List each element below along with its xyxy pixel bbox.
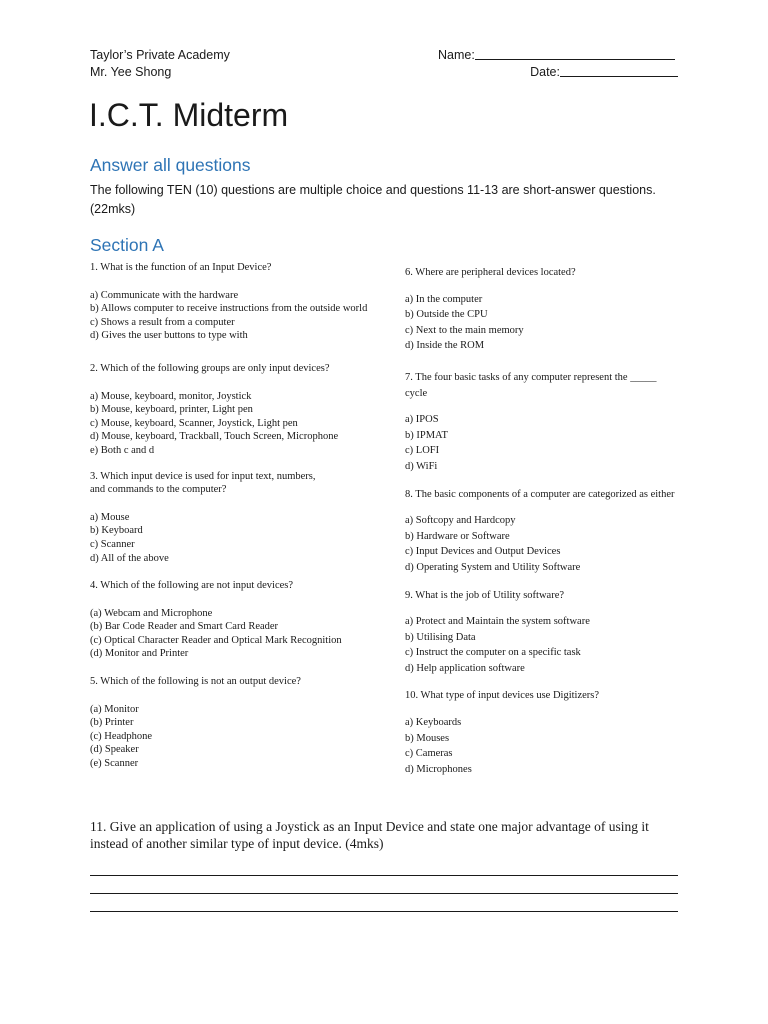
- question-stem: 9. What is the job of Utility software?: [405, 589, 565, 601]
- option: b) IPMAT: [405, 429, 448, 441]
- question-stem: 8. The basic components of a computer are categorized as either: [405, 488, 675, 500]
- option: d) Mouse, keyboard, Trackball, Touch Screen, Microphone: [90, 431, 339, 443]
- question-9: [405, 588, 705, 677]
- option: c) Mouse, keyboard, Scanner, Joystick, Light pen: [90, 417, 298, 429]
- option-list: [405, 715, 705, 777]
- option: c) Input Devices and Output Devices: [405, 546, 561, 558]
- question-stem: 2. Which of the following groups are only input devices?: [90, 362, 330, 374]
- option: a) Softcopy and Hardcopy: [405, 515, 516, 527]
- option: b) Allows computer to receive instructions from the outside world: [90, 303, 368, 315]
- option-list: [405, 614, 705, 676]
- question-7: [405, 370, 705, 475]
- option: c) Shows a result from a computer: [90, 316, 235, 328]
- option-list: [405, 292, 705, 354]
- option: a) Mouse: [90, 511, 130, 523]
- option-list: [90, 390, 396, 458]
- option: (b) Bar Code Reader and Smart Card Reader: [90, 621, 279, 633]
- option: (d) Monitor and Printer: [90, 648, 189, 660]
- option: a) IPOS: [405, 414, 439, 426]
- teacher-name: Mr. Yee Shong: [90, 65, 172, 79]
- question-10: [405, 688, 705, 777]
- question-1: [90, 261, 396, 343]
- question-8: [405, 487, 705, 576]
- option: b) Utilising Data: [405, 631, 476, 643]
- option: d) Gives the user buttons to type with: [90, 330, 248, 342]
- option: d) WiFi: [405, 460, 438, 472]
- option: c) LOFI: [405, 445, 440, 457]
- option: (a) Monitor: [90, 703, 139, 715]
- option: (a) Webcam and Microphone: [90, 607, 213, 619]
- date-row: [438, 64, 678, 81]
- question-stem: 1. What is the function of an Input Device?: [90, 262, 272, 273]
- option: (c) Optical Character Reader and Optical Mark Recognition: [90, 634, 342, 646]
- option: a) In the computer: [405, 293, 483, 305]
- option: d) Inside the ROM: [405, 340, 485, 352]
- instructions-text: The following TEN (10) questions are multiple choice and questions 11-13 are short-answer questions. (22mks): [90, 183, 656, 216]
- right-question-column: [405, 265, 705, 777]
- option: b) Mouse, keyboard, printer, Light pen: [90, 404, 253, 416]
- option: b) Mouses: [405, 732, 450, 744]
- option: c) Next to the main memory: [405, 324, 524, 336]
- option: (d) Speaker: [90, 744, 139, 756]
- question-stem: 10. What type of input devices use Digitizers?: [405, 690, 600, 702]
- header-right: [438, 47, 678, 81]
- name-label: Name:: [438, 48, 475, 62]
- option: a) Keyboards: [405, 717, 462, 729]
- option-list: [405, 412, 705, 474]
- option: a) Communicate with the hardware: [90, 289, 239, 301]
- option: (e) Scanner: [90, 758, 139, 770]
- question-4: [90, 579, 396, 661]
- option: (c) Headphone: [90, 730, 153, 742]
- option: b) Keyboard: [90, 525, 143, 537]
- option: c) Scanner: [90, 538, 135, 550]
- name-blank[interactable]: [475, 47, 675, 60]
- option: d) Help application software: [405, 662, 525, 674]
- instructions-heading: Answer all questions: [90, 155, 251, 175]
- option: d) All of the above: [90, 552, 169, 564]
- question-5: [90, 675, 396, 771]
- option: e) Both c and d: [90, 444, 155, 456]
- left-question-column: [90, 261, 396, 771]
- option: a) Mouse, keyboard, monitor, Joystick: [90, 390, 252, 402]
- option: b) Outside the CPU: [405, 309, 488, 321]
- option-list: [90, 703, 396, 771]
- option-list: [405, 513, 705, 575]
- question-2: [90, 362, 396, 458]
- option: (b) Printer: [90, 717, 134, 729]
- question-11: 11. Give an application of using a Joystick as an Input Device and state one major advantage of using it instead of another similar type of input device. (4mks): [90, 819, 649, 851]
- question-stem: 6. Where are peripheral devices located?: [405, 267, 576, 278]
- answer-line[interactable]: [90, 893, 678, 894]
- option: d) Operating System and Utility Software: [405, 561, 581, 573]
- option-list: [90, 289, 396, 343]
- question-6: [405, 265, 705, 354]
- question-3: [90, 470, 396, 566]
- option: c) Cameras: [405, 748, 453, 760]
- option: b) Hardware or Software: [405, 530, 510, 542]
- answer-line[interactable]: [90, 875, 678, 876]
- question-stem: 3. Which input device is used for input text, numbers, and commands to the computer?: [90, 470, 316, 496]
- option: a) Protect and Maintain the system software: [405, 616, 590, 628]
- option: d) Microphones: [405, 763, 472, 775]
- date-label: Date:: [530, 65, 560, 79]
- question-stem: 5. Which of the following is not an output device?: [90, 676, 301, 688]
- option: c) Instruct the computer on a specific task: [405, 647, 581, 659]
- option-list: [90, 607, 396, 661]
- header-left: [90, 47, 230, 81]
- date-blank[interactable]: [560, 64, 678, 77]
- answer-line[interactable]: [90, 911, 678, 912]
- question-stem: 4. Which of the following are not input devices?: [90, 580, 294, 592]
- question-stem: 7. The four basic tasks of any computer represent the _____ cycle: [405, 371, 657, 399]
- section-heading: Section A: [90, 235, 164, 255]
- page-title: I.C.T. Midterm: [89, 97, 289, 133]
- name-row: [438, 47, 678, 64]
- school-name: Taylor’s Private Academy: [90, 48, 230, 62]
- option-list: [90, 511, 396, 565]
